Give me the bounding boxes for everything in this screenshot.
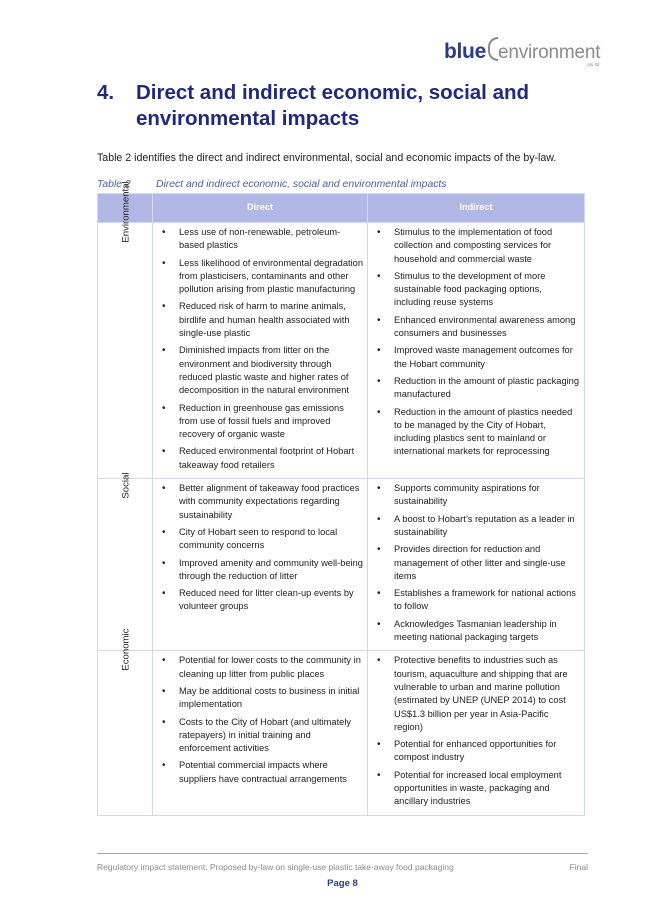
list-item: • Potential for increased local employment opportunities in waste, packaging and ancillary industries bbox=[394, 769, 580, 809]
indirect-cell bbox=[368, 651, 585, 815]
list-item: • Potential for lower costs to the community in cleaning up litter from public places bbox=[179, 654, 363, 681]
indirect-cell bbox=[368, 479, 585, 651]
section-heading bbox=[97, 80, 567, 132]
list-item: • Reduction in the amount of plastics needed to be managed by the City of Hobart, including plastics sent to mainland or international markets for reprocessing bbox=[394, 406, 580, 459]
indirect-cell bbox=[368, 223, 585, 479]
list-item: • Stimulus to the implementation of food collection and composting services for household and commercial waste bbox=[394, 226, 580, 266]
list-item: • Establishes a framework for national actions to follow bbox=[394, 587, 580, 614]
table-row-economic bbox=[98, 651, 585, 815]
logo-blue-text: blue bbox=[444, 40, 486, 63]
row-label-cell bbox=[98, 472, 153, 651]
logo-pty-text: pty ltd bbox=[587, 62, 600, 67]
list-item: • Provides direction for reduction and management of other litter and single-use items bbox=[394, 543, 580, 583]
logo-bracket-icon bbox=[488, 37, 498, 61]
footer-status: Final bbox=[569, 862, 588, 872]
company-logo bbox=[444, 37, 600, 69]
list-item: • Less likelihood of environmental degradation from plasticisers, contaminants and other pollution arising from plastic manufacturing bbox=[179, 257, 363, 297]
list-item: • Reduced need for litter clean-up events by volunteer groups bbox=[179, 587, 363, 614]
header-indirect: Indirect bbox=[368, 194, 585, 223]
page-number: Page 8 bbox=[327, 878, 358, 889]
list-item: • Acknowledges Tasmanian leadership in meeting national packaging targets bbox=[394, 618, 580, 645]
table-caption-title: Direct and indirect economic, social and environmental impacts bbox=[156, 179, 447, 190]
list-item: • A boost to Hobart’s reputation as a leader in sustainability bbox=[394, 513, 580, 540]
row-label-cell bbox=[98, 628, 153, 815]
row-label: Economic bbox=[120, 628, 132, 671]
list-item: • Reduced risk of harm to marine animals, birdlife and human health associated with single-use plastic bbox=[179, 300, 363, 340]
list-item: • Improved waste management outcomes for the Hobart community bbox=[394, 344, 580, 371]
table-caption-label: Table 2 bbox=[97, 179, 131, 190]
list-item: • Diminished impacts from litter on the environment and biodiversity through reduced plastic waste and higher rates of decomposition in the natural environment bbox=[179, 344, 363, 397]
footer-document-title: Regulatory impact statement: Proposed by-law on single-use plastic take-away food packaging bbox=[97, 862, 454, 872]
direct-cell bbox=[153, 479, 368, 651]
list-item: • Reduced environmental footprint of Hobart takeaway food retailers bbox=[179, 445, 363, 472]
row-label-cell bbox=[98, 223, 153, 479]
row-label: Social bbox=[120, 472, 132, 499]
row-label bbox=[119, 223, 132, 243]
list-item: • Supports community aspirations for sustainability bbox=[394, 482, 580, 509]
logo-environment-text: environment bbox=[497, 42, 601, 63]
list-item: • May be additional costs to business in initial implementation bbox=[179, 685, 363, 712]
list-item: • Reduction in greenhouse gas emissions from use of fossil fuels and improved recovery of organic waste bbox=[179, 402, 363, 442]
impacts-table bbox=[97, 193, 585, 816]
list-item: • City of Hobart seen to respond to local community concerns bbox=[179, 526, 363, 553]
section-title: Direct and indirect economic, social and environmental impacts bbox=[136, 81, 530, 130]
list-item: • Less use of non-renewable, petroleum-based plastics bbox=[179, 226, 363, 253]
list-item: • Protective benefits to industries such as tourism, aquaculture and shipping that are vulnerable to urban and marine pollution (estimated by UNEP (UNEP 2014) to cost US$1.3 billion per year in Asia-Pacific region) bbox=[394, 654, 580, 734]
list-item: • Potential for enhanced opportunities for compost industry bbox=[394, 738, 580, 765]
page-footer bbox=[97, 853, 588, 889]
table-header-row bbox=[98, 194, 585, 223]
direct-cell bbox=[153, 223, 368, 479]
list-item: • Costs to the City of Hobart (and ultimately ratepayers) in initial training and enforcement activities bbox=[179, 716, 363, 756]
list-item: • Improved amenity and community well-being through the reduction of litter bbox=[179, 557, 363, 584]
list-item: • Better alignment of takeaway food practices with community expectations regarding sustainability bbox=[179, 482, 363, 522]
intro-paragraph: Table 2 identifies the direct and indirect environmental, social and economic impacts of the by-law. bbox=[97, 152, 557, 164]
list-item: • Stimulus to the development of more sustainable food packaging options, including reuse systems bbox=[394, 270, 580, 310]
direct-cell bbox=[153, 651, 368, 815]
list-item: • Potential commercial impacts where suppliers have contractual arrangements bbox=[179, 759, 363, 786]
section-number: 4. bbox=[97, 81, 115, 104]
header-direct: Direct bbox=[153, 194, 368, 223]
table-row-social bbox=[98, 479, 585, 651]
list-item: • Reduction in the amount of plastic packaging manufactured bbox=[394, 375, 580, 402]
table-row-environmental bbox=[98, 223, 585, 479]
list-item: • Enhanced environmental awareness among consumers and businesses bbox=[394, 314, 580, 341]
